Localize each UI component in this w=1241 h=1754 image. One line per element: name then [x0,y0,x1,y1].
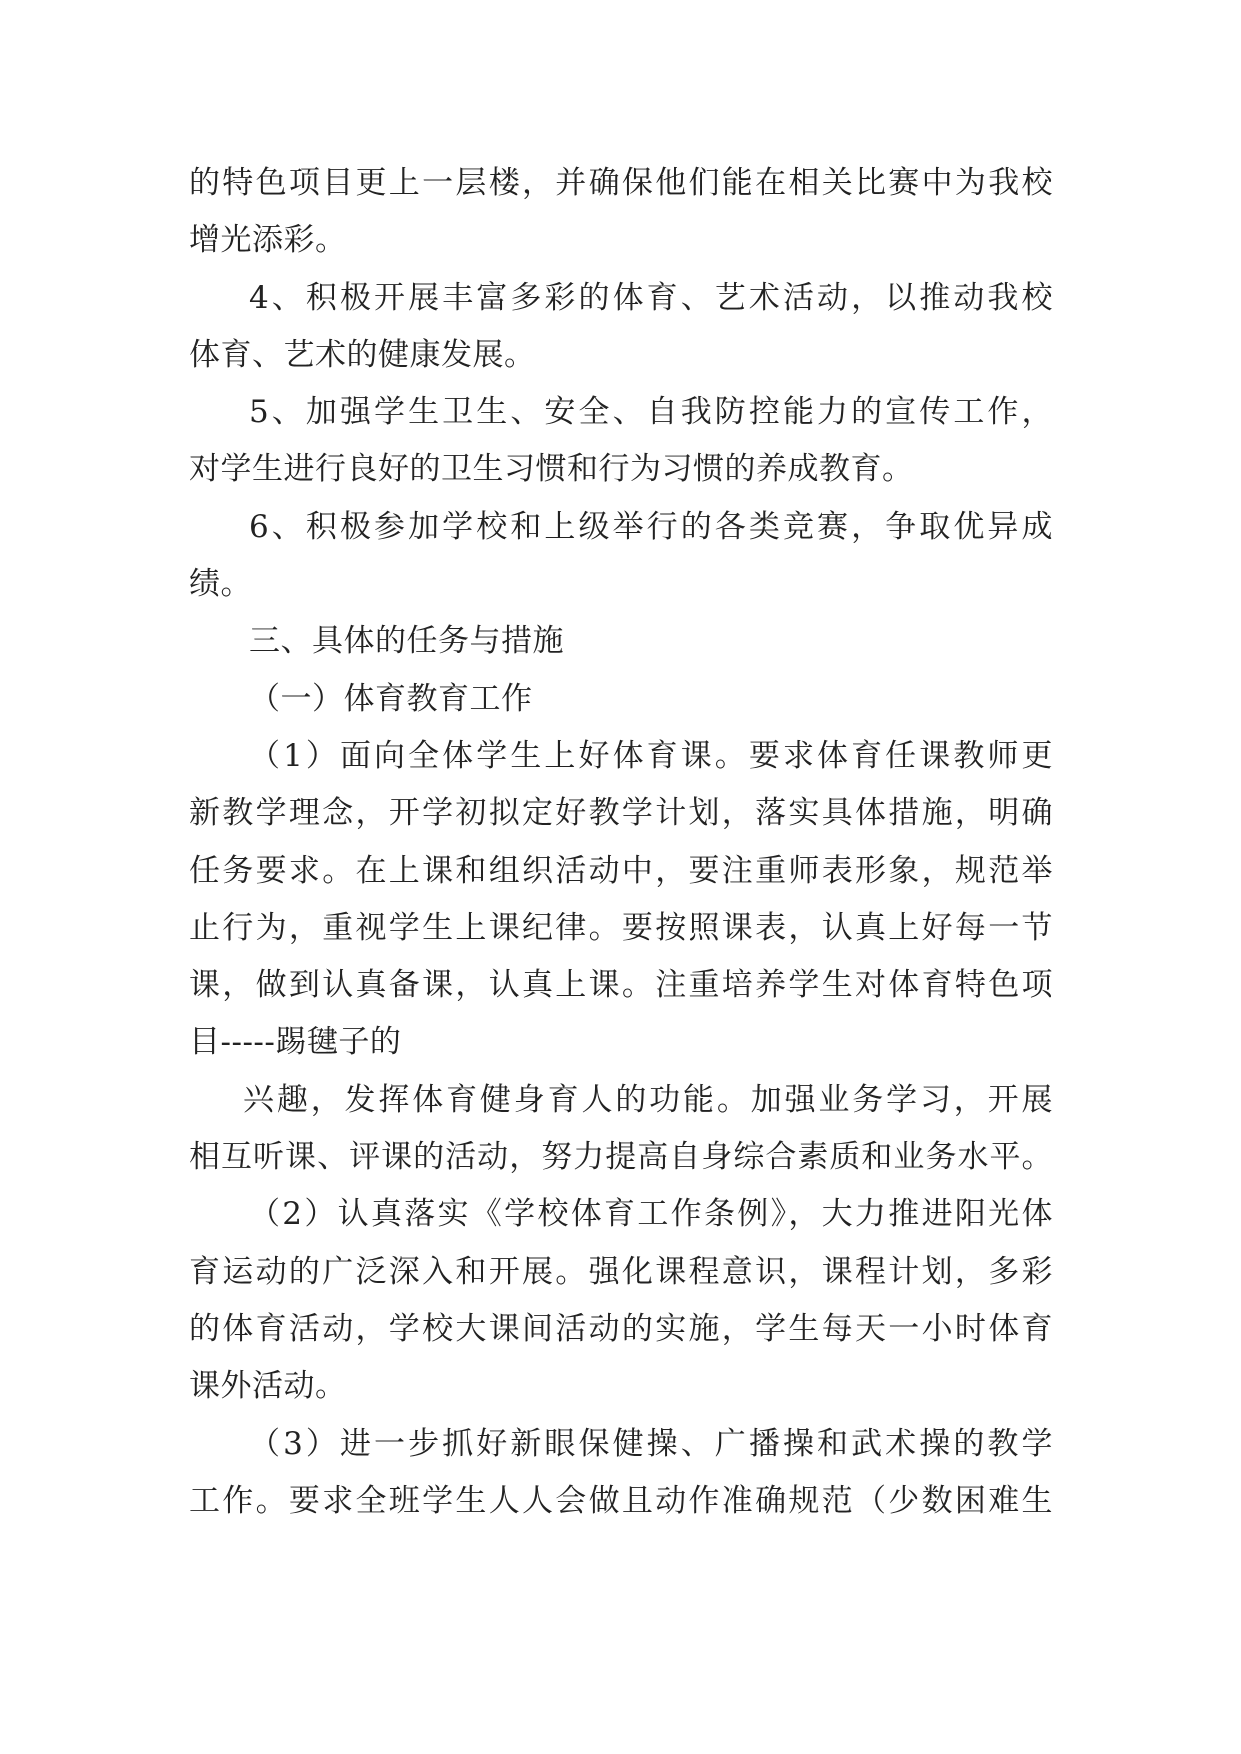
text-line: 的特色项目更上一层楼，并确保他们能在相关比赛中为我校 [189,165,1053,201]
text-line: 5、加强学生卫生、安全、自我防控能力的宣传工作， [249,394,1053,431]
text-line: （2）认真落实《学校体育工作条例》，大力推进阳光体 [249,1196,1053,1233]
text-line: 6、积极参加学校和上级举行的各类竞赛，争取优异成 [249,508,1053,545]
text-line: （3）进一步抓好新眼保健操、广播操和武术操的教学 [249,1425,1053,1462]
text-line: 兴趣，发挥体育健身育人的功能。加强业务学习，开展 [243,1081,1053,1118]
text-line: 课外活动。 [189,1368,347,1405]
section-heading: 三、具体的任务与措施 [249,623,564,660]
text-line: 止行为，重视学生上课纪律。要按照课表，认真上好每一节 [189,909,1053,946]
document-body [189,155,1053,1530]
text-line: 相互听课、评课的活动，努力提高自身综合素质和业务水平。 [189,1139,1053,1176]
text-line: 任务要求。在上课和组织活动中，要注重师表形象，规范举 [189,852,1053,889]
text-line: 课，做到认真备课，认真上课。注重培养学生对体育特色项 [189,967,1053,1004]
text-line: 工作。要求全班学生人人会做且动作准确规范（少数困难生 [189,1482,1053,1519]
text-line: 增光添彩。 [189,222,347,259]
text-line: 目-----踢毽子的 [189,1024,402,1061]
text-line: 体育、艺术的健康发展。 [189,336,536,373]
text-line: （1）面向全体学生上好体育课。要求体育任课教师更 [249,737,1053,774]
text-line: 的体育活动，学校大课间活动的实施，学生每天一小时体育 [189,1310,1053,1347]
text-line: 对学生进行良好的卫生习惯和行为习惯的养成教育。 [189,451,914,488]
text-line: 4、积极开展丰富多彩的体育、艺术活动，以推动我校 [249,279,1053,316]
text-line: 新教学理念，开学初拟定好教学计划，落实具体措施，明确 [189,795,1053,832]
subsection-heading: （一）体育教育工作 [249,680,533,717]
text-line: 绩。 [189,566,252,603]
text-line: 育运动的广泛深入和开展。强化课程意识，课程计划，多彩 [189,1253,1053,1290]
